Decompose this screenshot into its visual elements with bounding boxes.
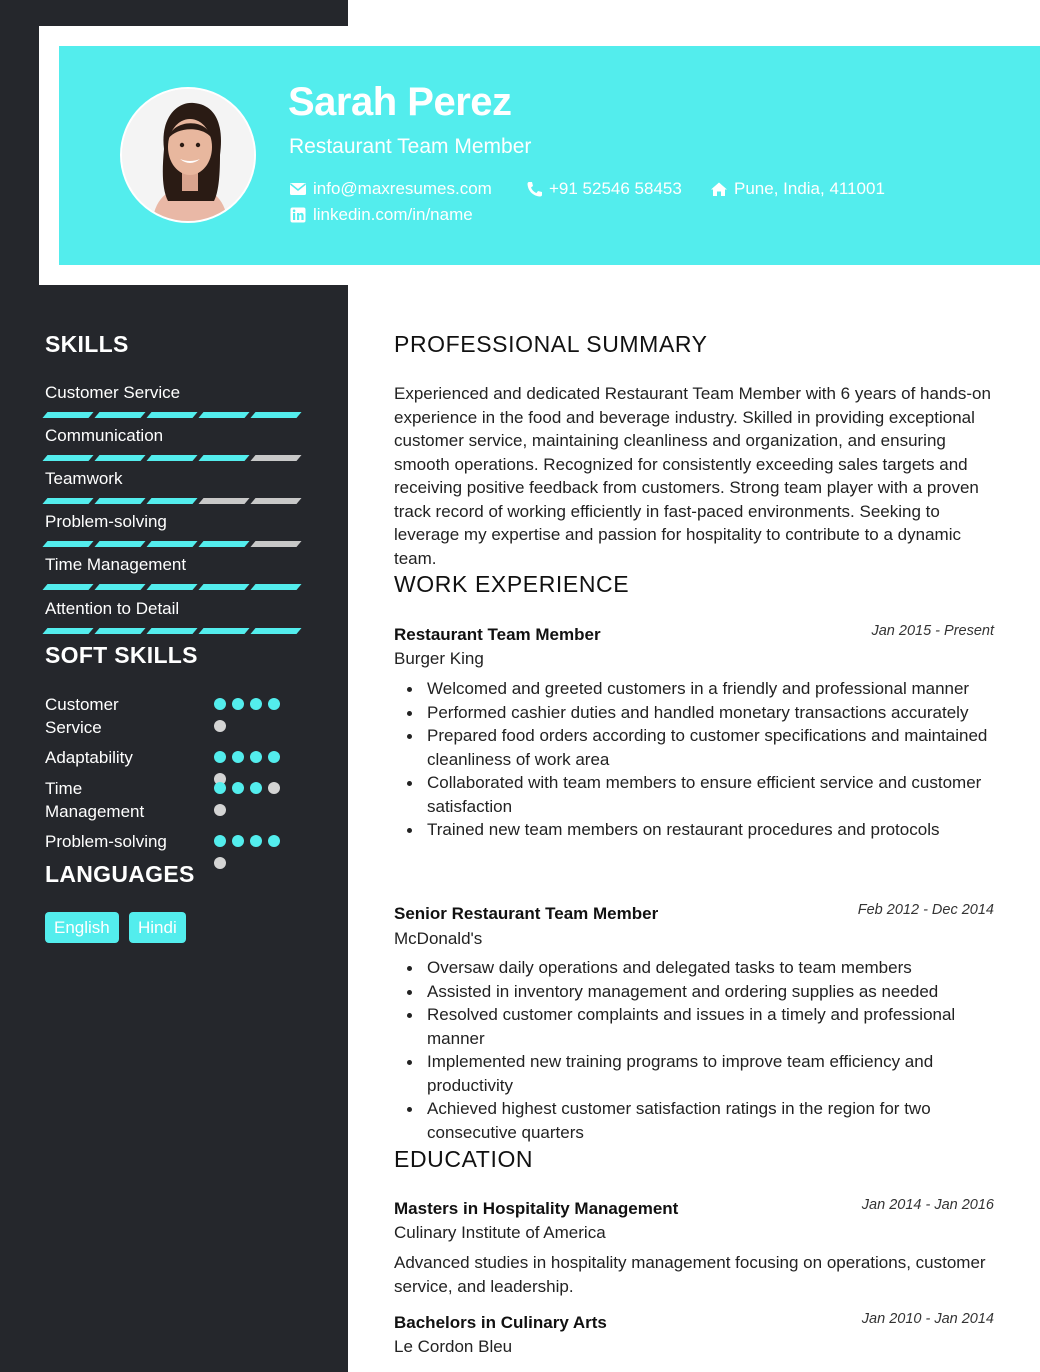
language-badge-hindi: Hindi — [129, 912, 186, 943]
list-item: Implemented new training programs to improve team efficiency and productivity — [427, 1050, 1002, 1097]
skill-level-segment — [42, 412, 93, 418]
skill-level-segment — [94, 412, 145, 418]
summary-heading: PROFESSIONAL SUMMARY — [394, 331, 708, 357]
skill-name: Time Management — [45, 555, 187, 574]
skill-level-segment — [250, 455, 301, 461]
skill-level-segment — [198, 455, 249, 461]
skill-level-segment — [94, 628, 145, 634]
linkedin-icon — [289, 207, 307, 223]
home-icon — [710, 181, 728, 197]
skill-level-segment — [42, 455, 93, 461]
skill-level-segment — [198, 628, 249, 634]
soft-skill-rating — [214, 698, 288, 732]
envelope-icon — [289, 181, 307, 197]
skill-level-segment — [94, 498, 145, 504]
rating-dot — [214, 835, 226, 847]
profile-photo-icon — [122, 89, 256, 223]
linkedin-text: linkedin.com/in/name — [313, 205, 473, 224]
list-item: Welcomed and greeted customers in a friendly and professional manner — [427, 677, 1002, 701]
list-item: Achieved highest customer satisfaction ratings in the region for two consecutive quarters — [427, 1097, 1002, 1144]
skill-name: Communication — [45, 426, 164, 445]
rating-dot — [250, 698, 262, 710]
soft-skill-rating — [214, 835, 288, 869]
soft-skill-name: Time Management — [45, 779, 145, 821]
job-company: Burger King — [394, 649, 484, 668]
list-item: Collaborated with team members to ensure efficient service and customer satisfaction — [427, 771, 1002, 818]
phone-icon — [525, 181, 543, 197]
rating-dot — [268, 782, 280, 794]
skill-level-segment — [146, 412, 197, 418]
rating-dot — [232, 698, 244, 710]
job-bullets — [427, 956, 1002, 1144]
experience-heading: WORK EXPERIENCE — [394, 571, 630, 597]
rating-dot — [268, 835, 280, 847]
education-heading: EDUCATION — [394, 1146, 534, 1172]
soft-skill-name: Problem-solving — [45, 832, 167, 851]
degree-description: Advanced studies in hospitality management focusing on operations, customer service, and leadership. — [394, 1253, 986, 1296]
skill-level-segment — [94, 541, 145, 547]
skill-level-bar — [45, 628, 299, 634]
list-item: Resolved customer complaints and issues in a timely and professional manner — [427, 1003, 1002, 1050]
rating-dot — [232, 751, 244, 763]
degree-date: Jan 2014 - Jan 2016 — [861, 1197, 994, 1213]
skill-name: Customer Service — [45, 383, 181, 402]
location-text: Pune, India, 411001 — [734, 179, 885, 198]
skill-level-segment — [198, 412, 249, 418]
list-item: Oversaw daily operations and delegated tasks to team members — [427, 956, 1002, 980]
skill-level-segment — [250, 498, 301, 504]
job-date: Feb 2012 - Dec 2014 — [857, 902, 994, 918]
avatar — [120, 87, 256, 223]
rating-dot — [214, 720, 226, 732]
rating-dot — [250, 751, 262, 763]
candidate-title: Restaurant Team Member — [289, 135, 532, 158]
rating-dot — [268, 698, 280, 710]
job-title: Restaurant Team Member — [394, 625, 601, 644]
rating-dot — [250, 782, 262, 794]
email-text: info@maxresumes.com — [313, 179, 492, 198]
candidate-name: Sarah Perez — [288, 80, 512, 124]
phone-text: +91 52546 58453 — [549, 179, 682, 198]
skill-level-bar — [45, 412, 299, 418]
rating-dot — [232, 835, 244, 847]
soft-skills-heading: SOFT SKILLS — [45, 642, 198, 668]
job-company: McDonald's — [394, 929, 483, 948]
skill-level-segment — [198, 498, 249, 504]
degree-title: Masters in Hospitality Management — [394, 1199, 679, 1218]
rating-dot — [214, 782, 226, 794]
skill-level-segment — [250, 628, 301, 634]
summary-text: Experienced and dedicated Restaurant Team Member with 6 years of hands-on experience in the food and beverage industry. Skilled in providing exceptional customer service, maintaining cleanliness and organization, and ensuring smooth operations. Recognized for consistently exceeding sales targets and receiving positive feedback from customers. Strong team player with a proven track record of working efficiently in fast-paced environments. Seeking to leverage my expertise and passion for hospitality to contribute to a dynamic team. — [394, 384, 991, 568]
contact-location — [710, 179, 885, 199]
list-item: Assisted in inventory management and ordering supplies as needed — [427, 980, 1002, 1004]
contact-phone[interactable] — [525, 179, 682, 199]
skill-level-bar — [45, 584, 299, 590]
list-item: Prepared food orders according to customer specifications and maintained cleanliness of work area — [427, 724, 1002, 771]
soft-skill-rating — [214, 751, 288, 785]
skill-level-segment — [198, 584, 249, 590]
rating-dot — [268, 751, 280, 763]
contact-email[interactable] — [289, 179, 492, 199]
list-item: Trained new team members on restaurant procedures and protocols — [427, 818, 1002, 842]
skill-level-segment — [250, 541, 301, 547]
rating-dot — [232, 782, 244, 794]
school-name: Le Cordon Bleu — [394, 1337, 513, 1356]
skill-level-segment — [94, 584, 145, 590]
skill-name: Problem-solving — [45, 512, 167, 531]
skill-level-segment — [146, 541, 197, 547]
degree-date: Jan 2010 - Jan 2014 — [861, 1311, 994, 1327]
skill-level-segment — [250, 584, 301, 590]
list-item: Performed cashier duties and handled monetary transactions accurately — [427, 701, 1002, 725]
rating-dot — [250, 835, 262, 847]
skill-level-bar — [45, 455, 299, 461]
skill-level-segment — [146, 455, 197, 461]
degree-title: Bachelors in Culinary Arts — [394, 1313, 607, 1332]
skill-level-segment — [42, 498, 93, 504]
job-date: Jan 2015 - Present — [871, 623, 994, 639]
skill-level-segment — [250, 412, 301, 418]
rating-dot — [214, 698, 226, 710]
job-bullets — [427, 677, 1002, 842]
job-title: Senior Restaurant Team Member — [394, 904, 659, 923]
skill-level-segment — [146, 584, 197, 590]
skill-level-bar — [45, 498, 299, 504]
skill-level-segment — [146, 628, 197, 634]
soft-skill-name: Adaptability — [45, 748, 133, 767]
rating-dot — [214, 857, 226, 869]
rating-dot — [214, 804, 226, 816]
skill-level-segment — [94, 455, 145, 461]
school-name: Culinary Institute of America — [394, 1223, 606, 1242]
skill-level-segment — [146, 498, 197, 504]
language-badge-english: English — [45, 912, 119, 943]
skill-level-bar — [45, 541, 299, 547]
languages-heading: LANGUAGES — [45, 861, 195, 887]
skill-name: Teamwork — [45, 469, 123, 488]
skill-name: Attention to Detail — [45, 599, 180, 618]
skills-heading: SKILLS — [45, 331, 129, 357]
skill-level-segment — [42, 584, 93, 590]
soft-skill-name: Customer Service — [45, 695, 119, 737]
rating-dot — [214, 751, 226, 763]
skill-level-segment — [42, 628, 93, 634]
soft-skill-rating — [214, 782, 288, 816]
skill-level-segment — [198, 541, 249, 547]
contact-linkedin[interactable] — [289, 205, 473, 225]
skill-level-segment — [42, 541, 93, 547]
